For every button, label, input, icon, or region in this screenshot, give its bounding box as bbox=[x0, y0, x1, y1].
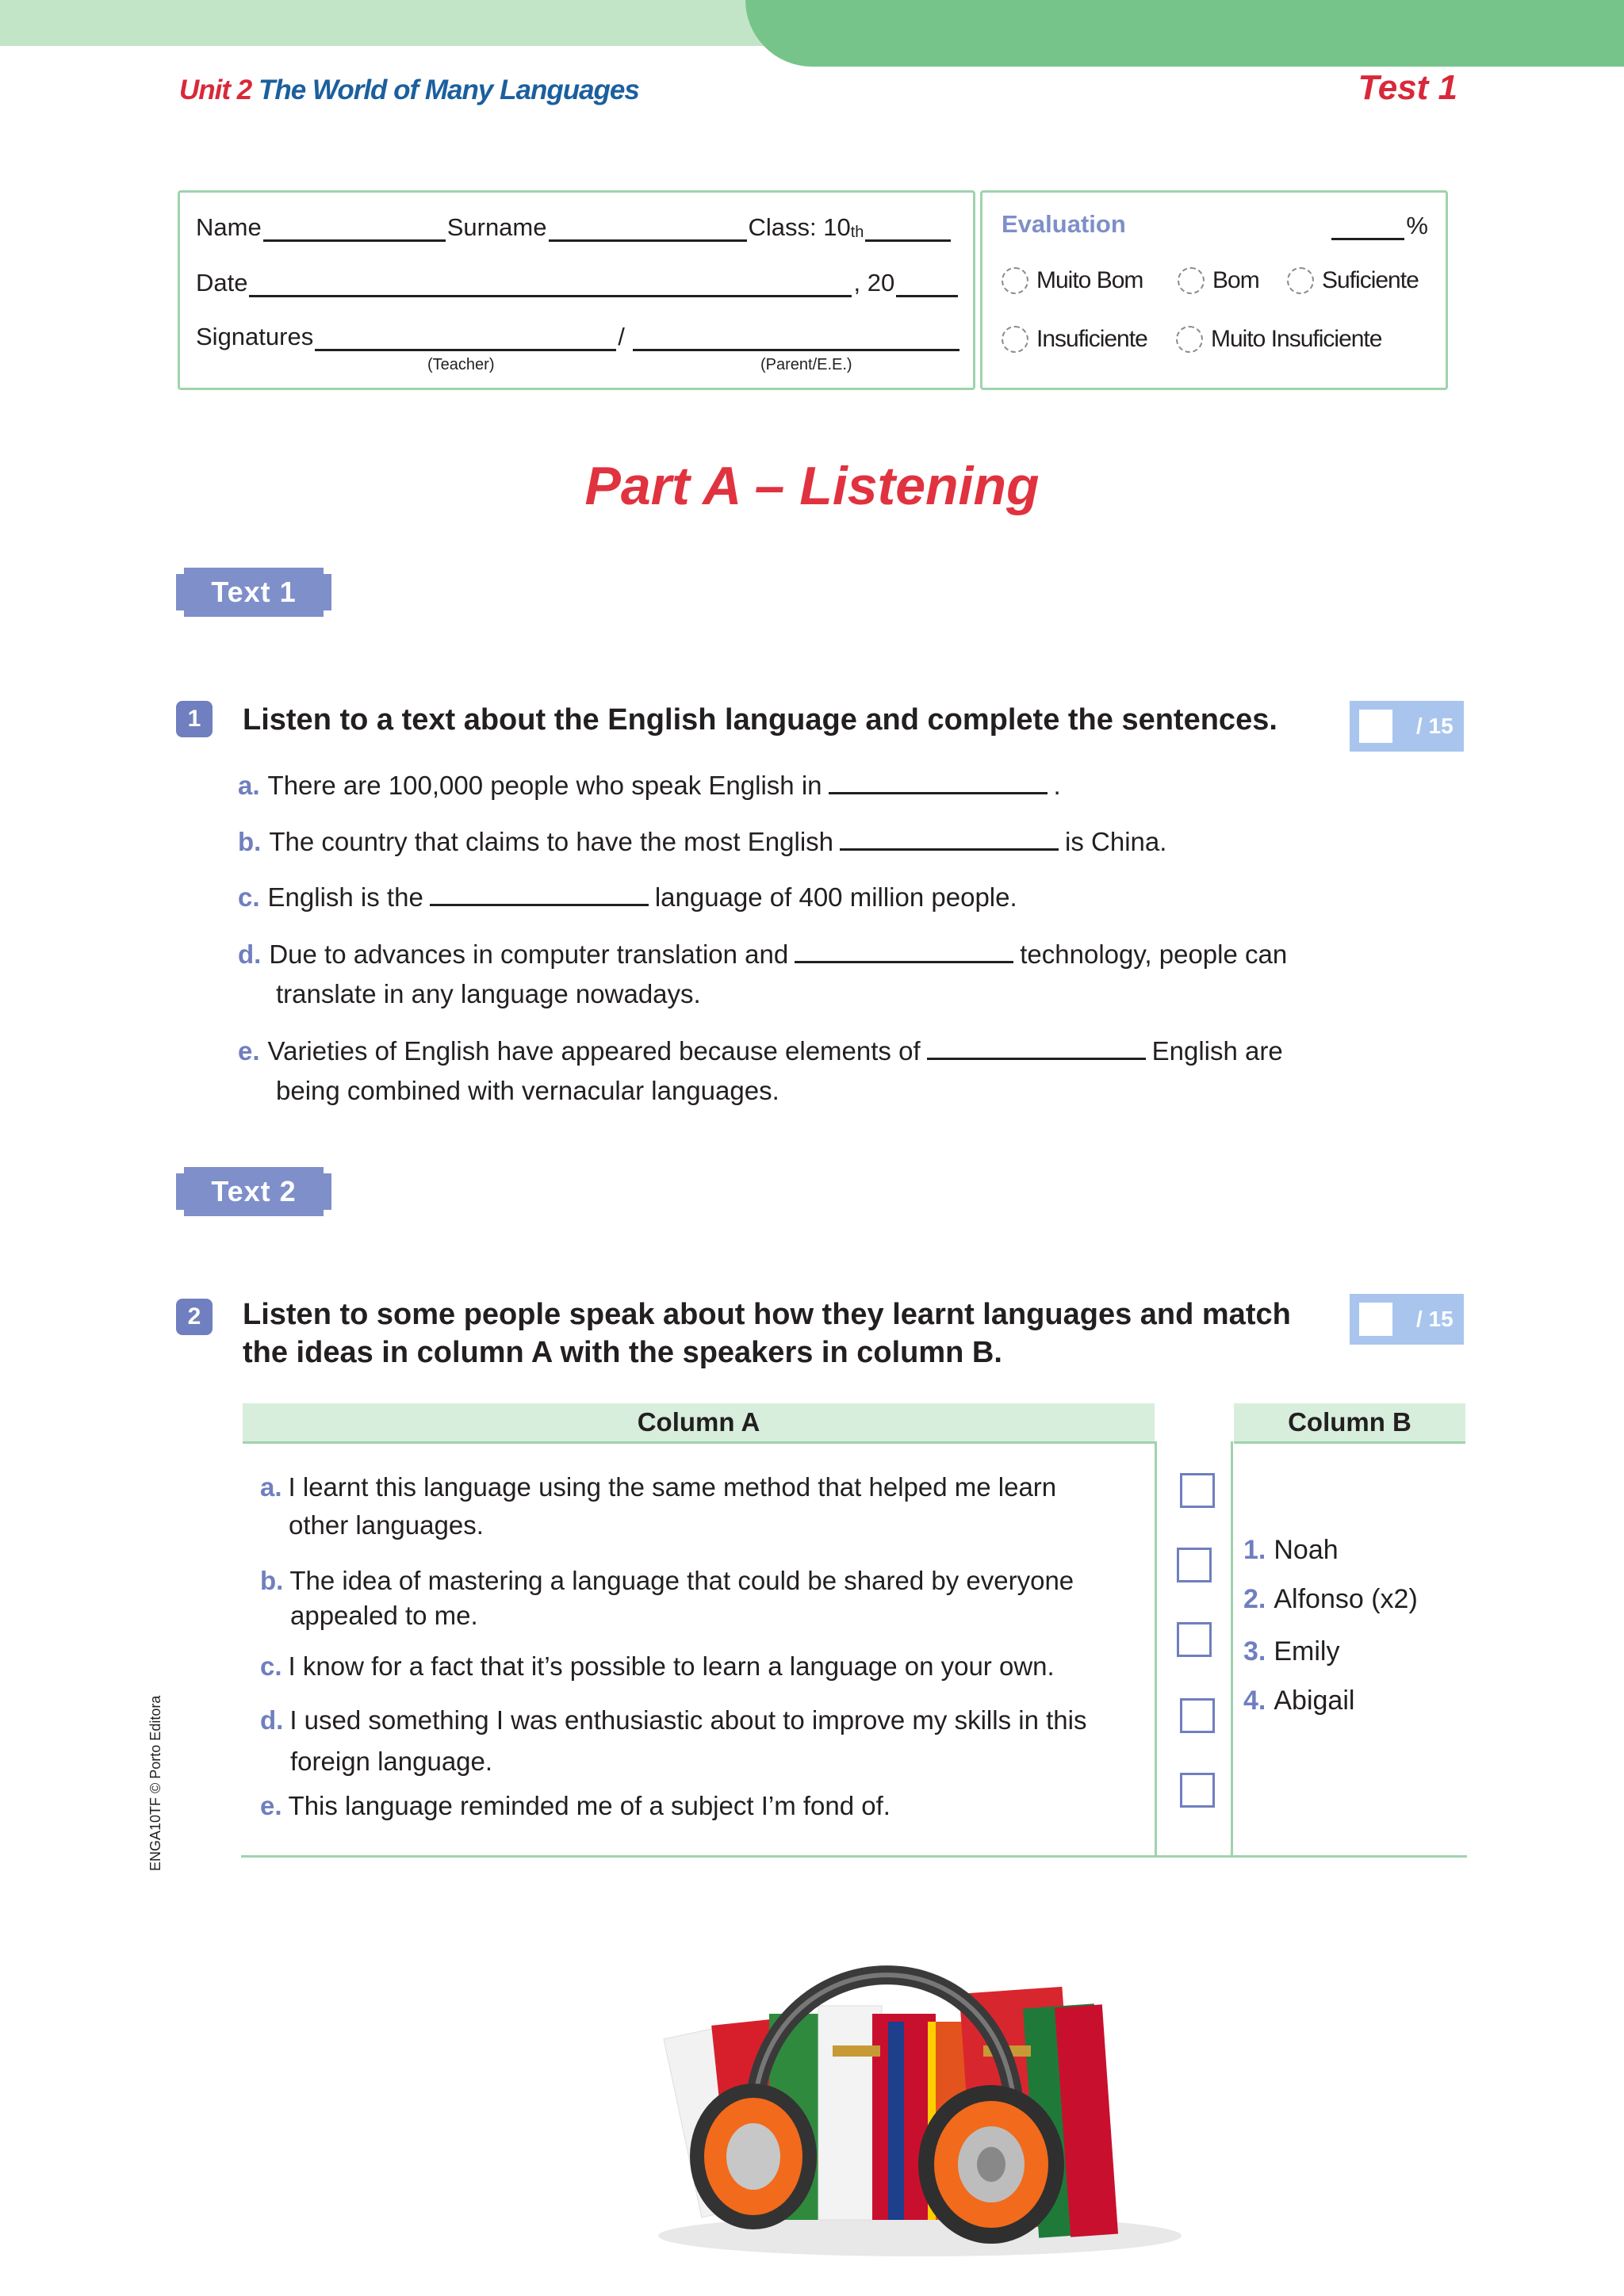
column-b-header: Column B bbox=[1234, 1403, 1465, 1444]
option-insuficiente[interactable] bbox=[1002, 326, 1147, 353]
radio-circle-icon bbox=[1178, 267, 1205, 294]
unit-label: Unit 2 bbox=[179, 75, 252, 105]
sentence-d bbox=[238, 934, 1287, 1014]
option-label: Suficiente bbox=[1322, 267, 1419, 293]
radio-circle-icon bbox=[1002, 326, 1028, 353]
option-suficiente[interactable] bbox=[1287, 267, 1419, 294]
item-text-after: technology, people can bbox=[1020, 939, 1288, 969]
item-text: Due to advances in computer translation and bbox=[269, 939, 789, 969]
column-a-item-b bbox=[260, 1563, 1074, 1633]
question-1-instruction: Listen to a text about the English language and complete the sentences. bbox=[243, 703, 1277, 737]
item-text: The country that claims to have the most English bbox=[269, 827, 834, 856]
speaker-number: 1. bbox=[1243, 1535, 1266, 1565]
score-box[interactable] bbox=[1359, 710, 1392, 743]
year-field[interactable] bbox=[896, 271, 958, 297]
item-letter: a. bbox=[260, 1472, 282, 1502]
match-checkbox-a[interactable] bbox=[1180, 1473, 1215, 1508]
question-2-score bbox=[1350, 1294, 1464, 1345]
item-letter: c. bbox=[238, 882, 260, 912]
question-1-score bbox=[1350, 701, 1464, 752]
item-text-line2: foreign language. bbox=[290, 1747, 493, 1776]
speaker-1 bbox=[1243, 1535, 1339, 1566]
question-2-instruction bbox=[243, 1295, 1291, 1372]
item-letter: b. bbox=[238, 827, 262, 856]
sentence-e bbox=[238, 1031, 1283, 1111]
answer-blank[interactable] bbox=[840, 821, 1059, 851]
surname-label: Surname bbox=[446, 213, 547, 241]
date-label: Date bbox=[196, 269, 248, 297]
item-text-after: is China. bbox=[1065, 827, 1167, 856]
item-text-line2: other languages. bbox=[289, 1510, 484, 1540]
name-label: Name bbox=[196, 213, 262, 241]
answer-blank[interactable] bbox=[795, 934, 1013, 963]
evaluation-box bbox=[980, 190, 1448, 390]
unit-heading bbox=[179, 75, 639, 106]
date-year-prefix: , 20 bbox=[853, 269, 895, 297]
table-divider bbox=[1155, 1441, 1157, 1857]
teacher-signature-field[interactable] bbox=[315, 325, 616, 351]
headphones-books-illustration bbox=[634, 1887, 1205, 2267]
evaluation-percent bbox=[1330, 212, 1428, 240]
radio-circle-icon bbox=[1287, 267, 1314, 294]
item-text: English is the bbox=[267, 882, 423, 912]
item-text: Varieties of English have appeared because elements of bbox=[267, 1036, 921, 1066]
item-text-after: . bbox=[1053, 771, 1061, 800]
date-field[interactable] bbox=[249, 271, 852, 297]
item-text: The idea of mastering a language that could be shared by everyone bbox=[289, 1566, 1074, 1595]
text2-tag: Text 2 bbox=[184, 1167, 324, 1216]
speaker-name: Noah bbox=[1274, 1535, 1339, 1565]
column-a-item-a bbox=[260, 1468, 1056, 1544]
class-sup: th bbox=[850, 224, 864, 241]
student-info-box bbox=[178, 190, 975, 390]
item-text: I used something I was enthusiastic about to improve my skills in this bbox=[289, 1705, 1087, 1735]
item-letter: d. bbox=[260, 1705, 284, 1735]
item-letter: c. bbox=[260, 1651, 282, 1681]
date-row bbox=[196, 269, 959, 297]
copyright-note: ENGA10TF © Porto Editora bbox=[147, 1695, 163, 1871]
sentence-c bbox=[238, 877, 1017, 917]
signatures-label: Signatures bbox=[196, 323, 314, 350]
item-letter: b. bbox=[260, 1566, 284, 1595]
item-text-line2: translate in any language nowadays. bbox=[276, 979, 701, 1008]
option-muito-insuficiente[interactable] bbox=[1176, 326, 1381, 353]
speaker-number: 4. bbox=[1243, 1686, 1266, 1716]
answer-blank[interactable] bbox=[829, 765, 1048, 794]
option-label: Insuficiente bbox=[1036, 326, 1147, 352]
item-letter: e. bbox=[260, 1791, 282, 1820]
surname-field[interactable] bbox=[549, 216, 747, 242]
sentence-a bbox=[238, 765, 1061, 806]
speaker-number: 3. bbox=[1243, 1636, 1266, 1667]
instruction-line: the ideas in column A with the speakers in column B. bbox=[243, 1336, 1002, 1369]
answer-blank[interactable] bbox=[430, 877, 649, 906]
match-checkbox-d[interactable] bbox=[1180, 1698, 1215, 1733]
header-band-light bbox=[0, 0, 872, 46]
item-text: I know for a fact that it’s possible to learn a language on your own. bbox=[288, 1651, 1055, 1681]
name-field[interactable] bbox=[263, 216, 446, 242]
radio-circle-icon bbox=[1002, 267, 1028, 294]
column-a-item-e bbox=[260, 1787, 891, 1825]
item-text: I learnt this language using the same method that helped me learn bbox=[288, 1472, 1057, 1502]
radio-circle-icon bbox=[1176, 326, 1203, 353]
table-divider bbox=[1231, 1441, 1233, 1857]
speaker-2 bbox=[1243, 1584, 1418, 1615]
name-row bbox=[196, 213, 952, 242]
sentence-b bbox=[238, 821, 1166, 862]
test-title: Test 1 bbox=[1358, 68, 1457, 107]
item-text-after: English are bbox=[1151, 1036, 1283, 1066]
option-label: Muito Bom bbox=[1036, 267, 1143, 293]
option-label: Bom bbox=[1212, 267, 1259, 293]
parent-caption: (Parent/E.E.) bbox=[760, 356, 852, 373]
table-bottom-rule bbox=[241, 1855, 1467, 1858]
speaker-4 bbox=[1243, 1686, 1354, 1716]
item-text: There are 100,000 people who speak English in bbox=[267, 771, 822, 800]
percent-field[interactable] bbox=[1331, 214, 1404, 240]
match-checkbox-c[interactable] bbox=[1177, 1622, 1212, 1657]
item-text-after: language of 400 million people. bbox=[654, 882, 1017, 912]
speaker-name: Abigail bbox=[1274, 1686, 1355, 1716]
item-letter: a. bbox=[238, 771, 260, 800]
answer-blank[interactable] bbox=[927, 1031, 1146, 1060]
item-text-line2: being combined with vernacular languages. bbox=[276, 1076, 779, 1105]
score-box[interactable] bbox=[1359, 1303, 1392, 1336]
signature-slash: / bbox=[618, 323, 625, 350]
speaker-name: Emily bbox=[1274, 1636, 1340, 1667]
question-1-number: 1 bbox=[176, 701, 213, 737]
teacher-caption: (Teacher) bbox=[427, 356, 495, 373]
part-title: Part A – Listening bbox=[584, 456, 1040, 516]
item-text-line2: appealed to me. bbox=[290, 1601, 478, 1630]
speaker-name: Alfonso (x2) bbox=[1274, 1584, 1418, 1614]
column-a-header: Column A bbox=[243, 1403, 1155, 1444]
match-checkbox-e[interactable] bbox=[1180, 1773, 1215, 1808]
text1-tag: Text 1 bbox=[184, 568, 324, 617]
column-a-item-c bbox=[260, 1647, 1055, 1686]
option-bom[interactable] bbox=[1178, 267, 1259, 294]
speaker-number: 2. bbox=[1243, 1584, 1266, 1614]
score-total: / 15 bbox=[1416, 714, 1454, 738]
item-letter: d. bbox=[238, 939, 262, 969]
option-label: Muito Insuficiente bbox=[1211, 326, 1382, 352]
speaker-3 bbox=[1243, 1636, 1339, 1667]
match-checkbox-b[interactable] bbox=[1177, 1548, 1212, 1582]
instruction-line: Listen to some people speak about how they learnt languages and match bbox=[243, 1298, 1291, 1331]
unit-title: The World of Many Languages bbox=[258, 75, 639, 105]
parent-signature-field[interactable] bbox=[633, 325, 959, 351]
signatures-row bbox=[196, 323, 961, 351]
item-text: This language reminded me of a subject I’m fond of. bbox=[288, 1791, 891, 1820]
percent-sign: % bbox=[1406, 212, 1428, 239]
header-band-dark bbox=[745, 0, 1624, 67]
column-a-item-d bbox=[260, 1700, 1086, 1782]
score-total: / 15 bbox=[1416, 1307, 1454, 1331]
evaluation-title: Evaluation bbox=[1002, 210, 1126, 238]
item-letter: e. bbox=[238, 1036, 260, 1066]
class-field[interactable] bbox=[865, 216, 951, 242]
class-label: Class: 10 bbox=[748, 213, 851, 241]
option-muito-bom[interactable] bbox=[1002, 267, 1143, 294]
question-2-number: 2 bbox=[176, 1299, 213, 1335]
